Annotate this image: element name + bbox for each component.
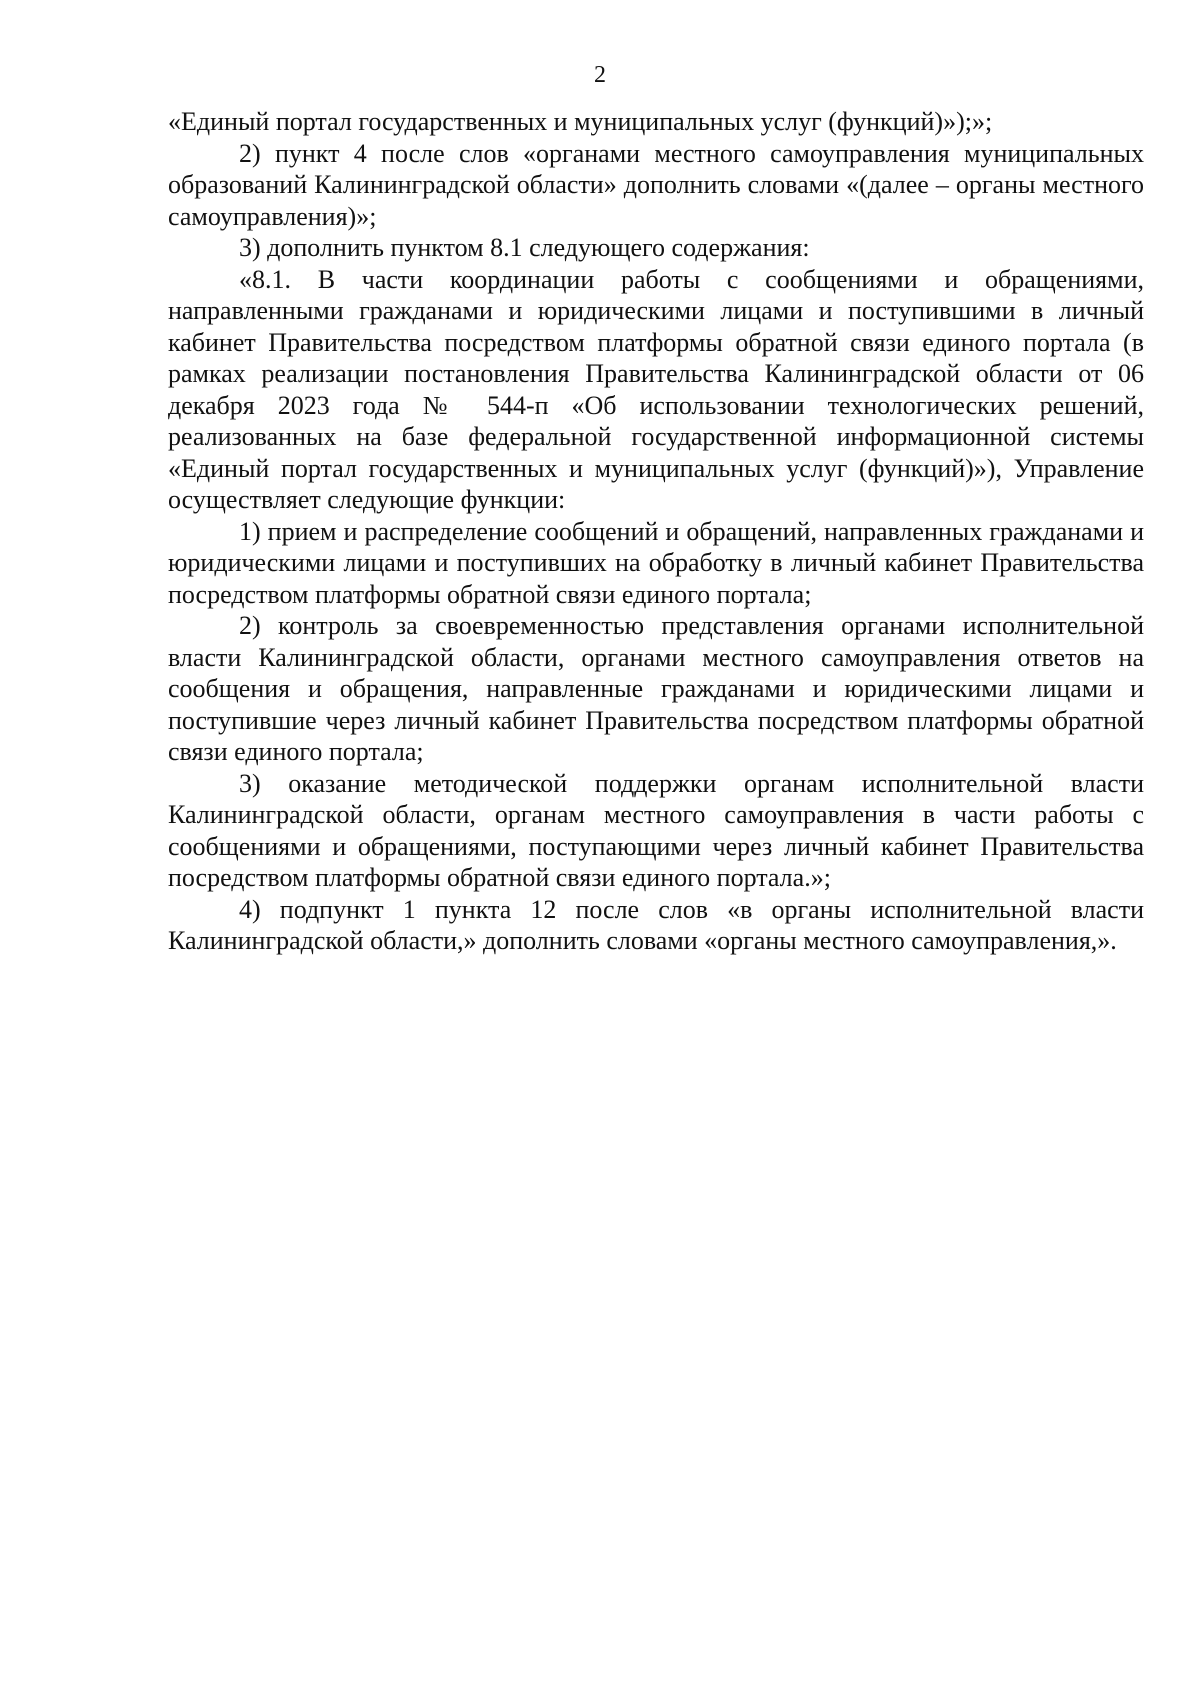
paragraph-clause-8-1: «8.1. В части координации работы с сообщениями и обращениями, направленными гражданами и юридическими лицами и поступившими в личный кабинет Правительства посредством платформы обратной связи единого портала (в рамках реализации постановления Правительства Калининградской области от 06 декабря 2023 года № 544-п «Об использовании технологических решений, реализованных на базе федеральной государственной информационной системы «Единый портал государственных и муниципальных услуг (функций)»), Управление осуществляет следующие функции: <box>168 264 1144 514</box>
paragraph-function-2: 2) контроль за своевременностью представления органами исполнительной власти Калининградской области, органами местного самоуправления ответов на сообщения и обращения, направленные гражданами и юридическими лицами и поступившие через личный кабинет Правительства посредством платформы обратной связи единого портала; <box>168 611 1144 766</box>
paragraph-function-1: 1) прием и распределение сообщений и обращений, направленных гражданами и юридическими лицами и поступивших на обработку в личный кабинет Правительства посредством платформы обратной связи единого портала; <box>168 516 1144 609</box>
paragraph-continuation: «Единый портал государственных и муниципальных услуг (функций)»);»; <box>168 107 993 136</box>
paragraph-item-4: 4) подпункт 1 пункта 12 после слов «в органы исполнительной власти Калининградской области,» дополнить словами «органы местного самоуправления,». <box>168 894 1144 955</box>
page-number: 2 <box>594 62 606 88</box>
paragraph-function-3: 3) оказание методической поддержки органам исполнительной власти Калининградской области, органам местного самоуправления в части работы с сообщениями и обращениями, поступающими через личный кабинет Правительства посредством платформы обратной связи единого портала.»; <box>168 768 1144 892</box>
paragraph-item-2: 2) пункт 4 после слов «органами местного самоуправления муниципальных образований Калининградской области» дополнить словами «(далее – органы местного самоуправления)»; <box>168 138 1144 231</box>
document-body <box>168 106 1144 957</box>
paragraph-item-3: 3) дополнить пунктом 8.1 следующего содержания: <box>239 233 810 262</box>
